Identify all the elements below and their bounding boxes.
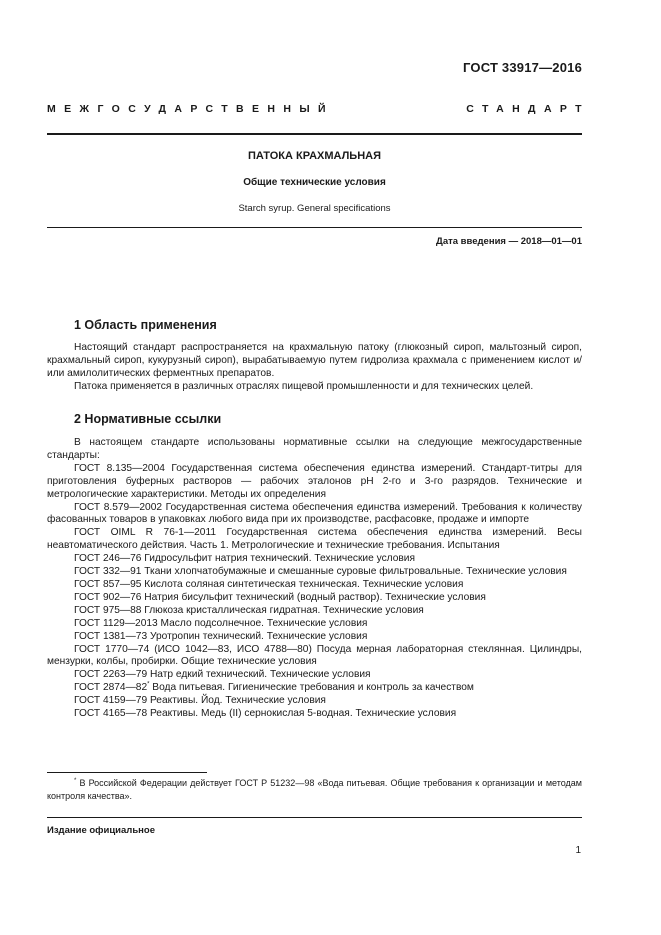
reference-item: ГОСТ 1381—73 Уротропин технический. Технические условия xyxy=(74,630,368,642)
section-2-body xyxy=(47,437,582,721)
footnote-marker: * xyxy=(147,681,150,688)
reference-item: ГОСТ 4159—79 Реактивы. Йод. Технические условия xyxy=(74,695,326,707)
reference-item: ГОСТ 332—91 Ткани хлопчатобумажные и смешанные суровые фильтровальные. Технические условия xyxy=(74,566,567,578)
introduction-date: Дата введения — 2018—01—01 xyxy=(436,236,582,247)
reference-item: ГОСТ 902—76 Натрия бисульфит технический (водный раствор). Технические условия xyxy=(74,591,486,603)
reference-code: ГОСТ 2874—82 xyxy=(74,682,148,694)
footnote xyxy=(47,777,582,803)
reference-item: ГОСТ 246—76 Гидросульфит натрия технический. Технические условия xyxy=(74,553,416,565)
section-2-intro: В настоящем стандарте использованы нормативные ссылки на следующие межгосударственные стандарты: xyxy=(47,437,582,461)
section-1-paragraph: Патока применяется в различных отраслях пищевой промышленности и для технических целей. xyxy=(74,380,534,392)
reference-item: ГОСТ 8.579—2002 Государственная система обеспечения единства измерений. Требования к количеству фасованных товаров в упаковках любого вида при их производстве, расфасовке, продаже и импорте xyxy=(47,501,582,526)
reference-item: ГОСТ 975—88 Глюкоза кристаллическая гидратная. Технические условия xyxy=(74,604,424,616)
footnote-text: В Российской Федерации действует ГОСТ Р 51232—98 «Вода питьевая. Общие требования к организации и методам контроля качества». xyxy=(47,778,582,801)
reference-item: ГОСТ 857—95 Кислота соляная синтетическая техническая. Технические условия xyxy=(74,578,464,590)
document-code: ГОСТ 33917—2016 xyxy=(463,60,582,75)
official-edition-label: Издание официальное xyxy=(47,825,155,836)
document-title: ПАТОКА КРАХМАЛЬНАЯ xyxy=(247,150,382,162)
section-1-body xyxy=(47,342,582,394)
standard-banner xyxy=(47,103,590,115)
banner-left: МЕЖГОСУДАРСТВЕННЫЙ xyxy=(47,103,334,115)
section-2-heading: 2 Нормативные ссылки xyxy=(74,412,222,426)
reference-item: ГОСТ 8.135—2004 Государственная система обеспечения единства измерений. Стандарт-титры для приготовления буферных растворов — рабочих эталонов pH 2-го и 3-го разрядов. Технические и метрологические характеристики. Методы их определения xyxy=(47,462,582,500)
reference-item: ГОСТ 4165—78 Реактивы. Медь (II) сернокислая 5-водная. Технические условия xyxy=(74,708,457,720)
footnote-marker: * xyxy=(74,778,77,784)
section-1-heading: 1 Область применения xyxy=(74,318,217,332)
section-1-paragraph: Настоящий стандарт распространяется на крахмальную патоку (глюкозный сироп, мальтозный сироп, крахмальный сироп, кукурузный сироп), вырабатываемую путем гидролиза крахмала с применением кислот и/или амилолитических ферментных препаратов. xyxy=(47,342,582,379)
english-title: Starch syrup. General specifications xyxy=(238,203,391,214)
footnote-rule xyxy=(47,772,207,773)
reference-item-footnoted xyxy=(47,682,582,695)
header-rule xyxy=(47,133,582,135)
reference-item: ГОСТ OIML R 76-1—2011 Государственная система обеспечения единства измерений. Весы неавтоматического действия. Часть 1. Метрологические и технические требования. Испытания xyxy=(47,527,582,552)
document-subtitle: Общие технические условия xyxy=(243,177,386,188)
reference-item: ГОСТ 1129—2013 Масло подсолнечное. Технические условия xyxy=(74,617,368,629)
reference-text: Вода питьевая. Гигиенические требования и контроль за качеством xyxy=(149,682,474,694)
reference-item: ГОСТ 1770—74 (ИСО 1042—83, ИСО 4788—80) Посуда мерная лабораторная стеклянная. Цилиндры, мензурки, колбы, пробирки. Общие технические условия xyxy=(47,643,582,668)
reference-item: ГОСТ 2263—79 Натр едкий технический. Технические условия xyxy=(74,669,371,681)
banner-right: СТАНДАРТ xyxy=(466,103,590,115)
page-number: 1 xyxy=(575,845,581,856)
footer-rule xyxy=(47,817,582,818)
title-rule xyxy=(47,227,582,228)
